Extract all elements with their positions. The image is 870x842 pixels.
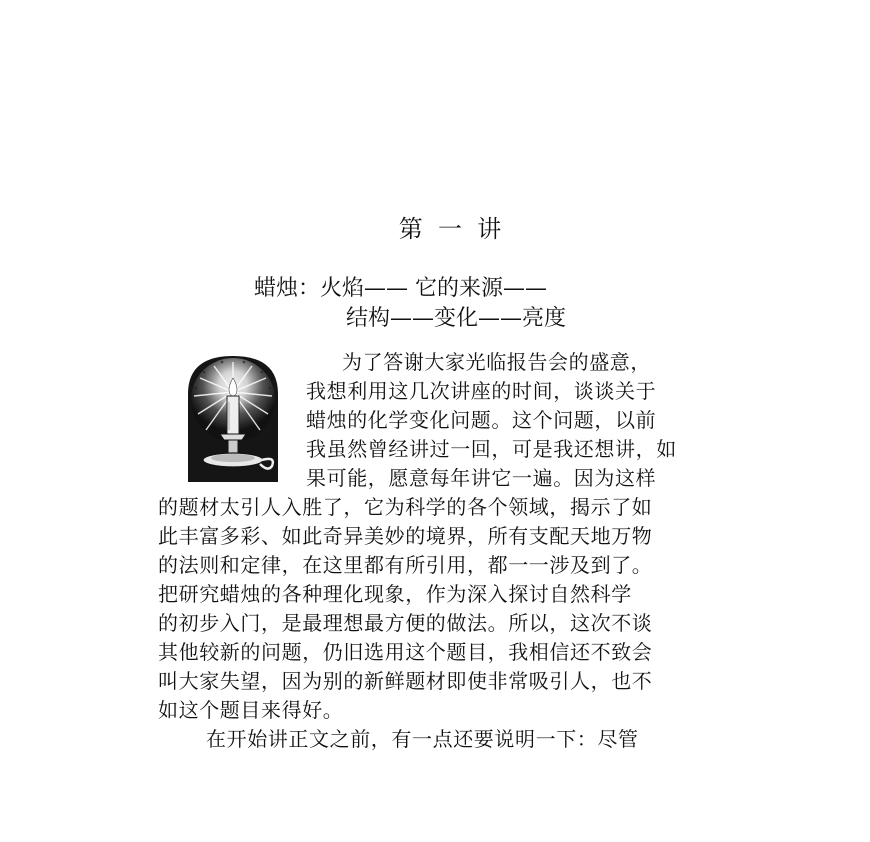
candle-in-holder-icon	[184, 352, 282, 484]
paragraph-line: 的初步入门，是最理想最方便的做法。所以，这次不谈	[158, 611, 653, 635]
lecture-subtitle-line-2: 结构——变化——亮度	[346, 306, 567, 331]
paragraph-line: 的题材太引人入胜了，它为科学的各个领域，揭示了如	[158, 495, 653, 519]
paragraph-line: 把研究蜡烛的各种理化现象，作为深入探讨自然科学	[158, 582, 632, 606]
paragraph-line: 我想利用这几次讲座的时间，谈谈关于	[306, 379, 657, 403]
paragraph-line: 此丰富多彩、如此奇异美妙的境界，所有支配天地万物	[158, 524, 653, 548]
lecture-subtitle-line-1: 蜡烛：火焰—— 它的来源——	[254, 276, 547, 301]
paragraph-line: 其他较新的问题，仍旧选用这个题目，我相信还不致会	[158, 640, 653, 664]
paragraph-line: 蜡烛的化学变化问题。这个问题，以前	[306, 408, 657, 432]
paragraph-line: 的法则和定律，在这里都有所引用，都一一涉及到了。	[158, 553, 653, 577]
paragraph-line: 叫大家失望，因为别的新鲜题材即使非常吸引人，也不	[158, 669, 653, 693]
paragraph-line: 果可能，愿意每年讲它一遍。因为这样	[306, 466, 657, 490]
candle-illustration	[184, 352, 282, 484]
chapter-title: 第 一 讲	[398, 215, 502, 243]
paragraph-line: 在开始讲正文之前，有一点还要说明一下：尽管	[206, 727, 639, 751]
paragraph-line: 如这个题目来得好。	[158, 698, 344, 722]
paragraph-line: 为了答谢大家光临报告会的盛意，	[342, 350, 651, 374]
paragraph-line: 我虽然曾经讲过一回，可是我还想讲，如	[306, 437, 677, 461]
